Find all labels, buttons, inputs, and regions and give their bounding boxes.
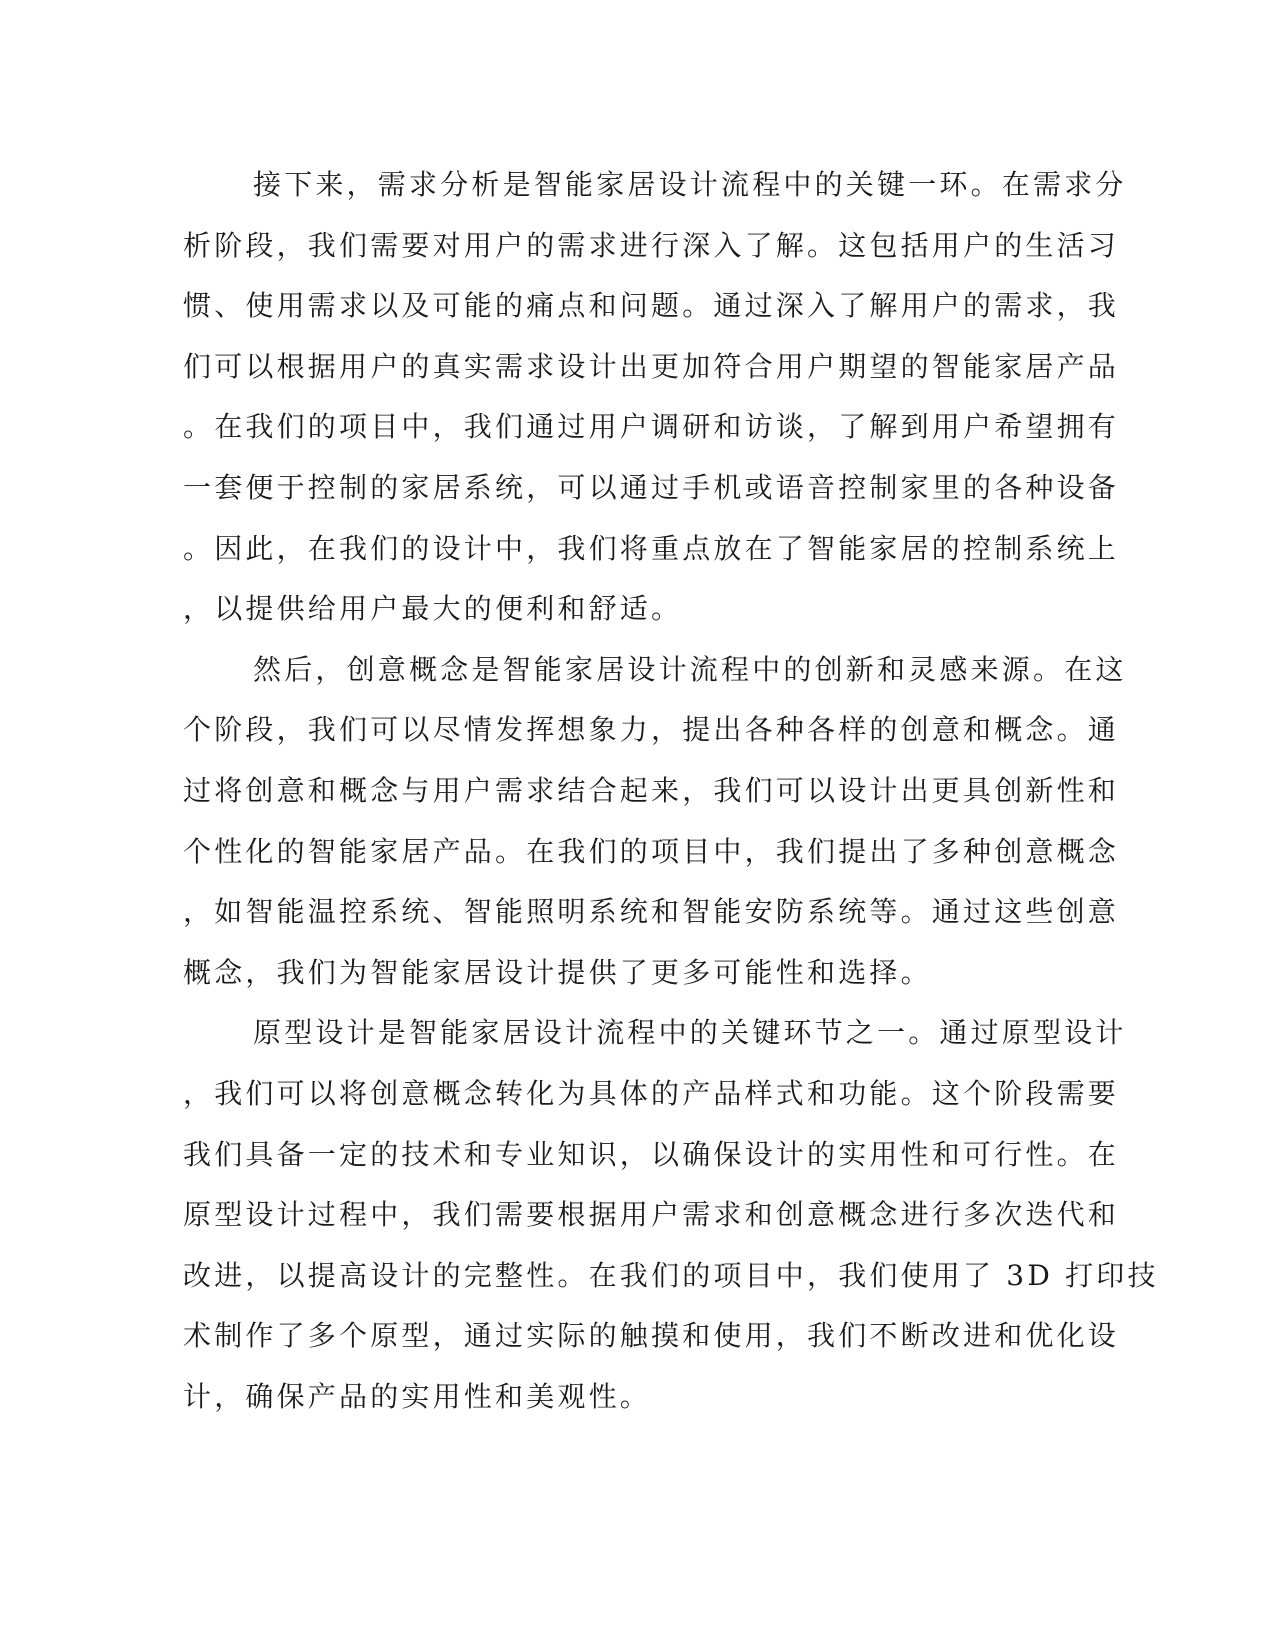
paragraph-3-line-7: 计，确保产品的实用性和美观性。 bbox=[183, 1379, 652, 1413]
paragraph-3-line-1: 原型设计是智能家居设计流程中的关键环节之一。通过原型设计 bbox=[253, 1016, 1127, 1050]
paragraph-2-line-4: 个性化的智能家居产品。在我们的项目中，我们提出了多种创意概念 bbox=[183, 834, 1120, 868]
paragraph-1-line-1: 接下来，需求分析是智能家居设计流程中的关键一环。在需求分 bbox=[253, 168, 1127, 201]
paragraph-1-line-8: ，以提供给用户最大的便利和舒适。 bbox=[183, 592, 683, 626]
paragraph-1-line-2: 析阶段，我们需要对用户的需求进行深入了解。这包括用户的生活习 bbox=[183, 228, 1120, 262]
paragraph-2-line-5: ，如智能温控系统、智能照明系统和智能安防系统等。通过这些创意 bbox=[183, 895, 1120, 929]
paragraph-3-line-2: ，我们可以将创意概念转化为具体的产品样式和功能。这个阶段需要 bbox=[183, 1076, 1120, 1110]
paragraph-3-line-6: 术制作了多个原型，通过实际的触摸和使用，我们不断改进和优化设 bbox=[183, 1319, 1120, 1353]
paragraph-2-line-6: 概念，我们为智能家居设计提供了更多可能性和选择。 bbox=[183, 955, 932, 989]
paragraph-1-line-6: 一套便于控制的家居系统，可以通过手机或语音控制家里的各种设备 bbox=[183, 470, 1120, 504]
paragraph-3-line-5: 改进，以提高设计的完整性。在我们的项目中，我们使用了 3D 打印技 bbox=[183, 1258, 1159, 1292]
paragraph-2-line-3: 过将创意和概念与用户需求结合起来，我们可以设计出更具创新性和 bbox=[183, 773, 1120, 807]
body-text bbox=[183, 155, 1159, 1427]
paragraph-1-line-3: 惯、使用需求以及可能的痛点和问题。通过深入了解用户的需求，我 bbox=[183, 289, 1120, 323]
paragraph-1-line-4: 们可以根据用户的真实需求设计出更加符合用户期望的智能家居产品 bbox=[183, 349, 1120, 383]
paragraph-2-line-1: 然后，创意概念是智能家居设计流程中的创新和灵感来源。在这 bbox=[253, 652, 1127, 686]
paragraph-2-line-2: 个阶段，我们可以尽情发挥想象力，提出各种各样的创意和概念。通 bbox=[183, 713, 1120, 747]
paragraph-1-line-5: 。在我们的项目中，我们通过用户调研和访谈，了解到用户希望拥有 bbox=[183, 410, 1120, 444]
paragraph-3-line-3: 我们具备一定的技术和专业知识，以确保设计的实用性和可行性。在 bbox=[183, 1137, 1120, 1171]
paragraph-3-line-4: 原型设计过程中，我们需要根据用户需求和创意概念进行多次迭代和 bbox=[183, 1198, 1120, 1232]
paragraph-1-line-7: 。因此，在我们的设计中，我们将重点放在了智能家居的控制系统上 bbox=[183, 531, 1120, 565]
